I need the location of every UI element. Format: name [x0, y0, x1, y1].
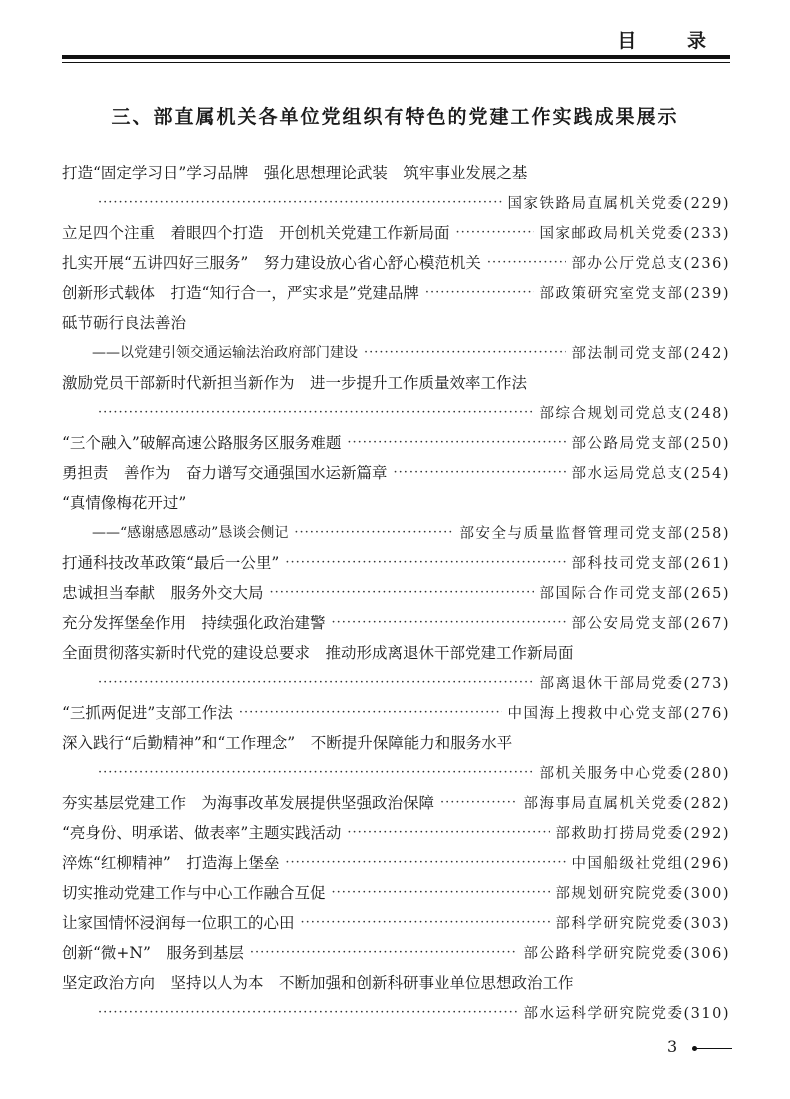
toc-entry-title: 立足四个注重 着眼四个打造 开创机关党建工作新局面 [62, 224, 450, 242]
toc-entry-page: (239) [683, 285, 730, 302]
toc-entry-source [556, 822, 731, 843]
toc-line [62, 397, 730, 427]
toc-entry-source [524, 1002, 731, 1023]
running-header-label: 目 录 [617, 30, 728, 52]
toc-leader-dots [440, 795, 517, 810]
toc-entry-page: (300) [683, 885, 730, 902]
toc-entry-source [508, 702, 731, 723]
toc-leader-dots [347, 435, 565, 450]
toc-entry-author: 部政策研究室党支部 [539, 285, 684, 302]
toc-line [62, 697, 730, 727]
toc-entry-page: (242) [683, 345, 730, 362]
table-of-contents [62, 157, 730, 1027]
toc-entry-title: 充分发挥堡垒作用 持续强化政治建警 [62, 614, 326, 632]
toc-entry-page: (280) [683, 765, 730, 782]
toc-entry-page: (233) [683, 225, 730, 242]
header-rule-thick [62, 55, 730, 59]
toc-entry-source [540, 762, 731, 783]
toc-entry-author: 部综合规划司党总支 [539, 405, 684, 422]
toc-entry-title: 淬炼“红柳精神” 打造海上堡垒 [62, 854, 280, 872]
toc-line [62, 157, 730, 187]
toc-entry-page: (258) [683, 525, 730, 542]
toc-leader-dots [301, 915, 550, 930]
toc-entry-title: 打造“固定学习日”学习品牌 强化思想理论武装 筑牢事业发展之基 [62, 164, 528, 182]
toc-leader-dots [250, 945, 518, 960]
toc-leader-dots [394, 465, 566, 480]
toc-entry-source [572, 342, 731, 363]
toc-entry-title: 让家国情怀浸润每一位职工的心田 [62, 914, 295, 932]
toc-line [62, 877, 730, 907]
toc-entry-source [524, 792, 731, 813]
toc-leader-dots [239, 705, 502, 720]
toc-entry-page: (229) [683, 195, 730, 212]
toc-entry-page: (282) [683, 795, 730, 812]
toc-line [62, 487, 730, 517]
toc-entry-page: (265) [683, 585, 730, 602]
toc-entry-source [556, 912, 731, 933]
toc-line [62, 727, 730, 757]
toc-entry-source [556, 882, 731, 903]
toc-entry-author: 中国船级社党组 [571, 855, 684, 872]
toc-entry-source [572, 252, 731, 273]
toc-line [62, 277, 730, 307]
toc-leader-dots [98, 195, 502, 210]
toc-entry-author: 部安全与质量监督管理司党支部 [459, 525, 684, 542]
toc-line [62, 187, 730, 217]
toc-leader-dots [285, 855, 565, 870]
toc-line [62, 247, 730, 277]
toc-entry-author: 部救助打捞局党委 [555, 825, 684, 842]
toc-entry-title: 创新形式载体 打造“知行合一，严实求是”党建品牌 [62, 284, 419, 302]
toc-entry-title: “三个融入”破解高速公路服务区服务难题 [62, 434, 342, 452]
toc-entry-title: 打通科技改革政策“最后一公里” [62, 554, 280, 572]
toc-entry-author: 部办公厅党总支 [571, 255, 684, 272]
toc-entry-source [540, 282, 731, 303]
toc-leader-dots [347, 825, 549, 840]
toc-leader-dots [98, 675, 534, 690]
toc-entry-title: 砥节砺行良法善治 [62, 314, 187, 332]
toc-entry-page: (250) [683, 435, 730, 452]
page-number-rule [694, 1048, 732, 1049]
toc-line [62, 937, 730, 967]
toc-entry-author: 部公路局党支部 [571, 435, 684, 452]
toc-entry-subtitle: ——“感谢感恩感动”恳谈会侧记 [92, 525, 289, 541]
toc-entry-page: (261) [683, 555, 730, 572]
toc-entry-page: (254) [683, 465, 730, 482]
toc-entry-title: 全面贯彻落实新时代党的建设总要求 推动形成离退休干部党建工作新局面 [62, 644, 574, 662]
toc-entry-title: 激励党员干部新时代新担当新作为 进一步提升工作质量效率工作法 [62, 374, 528, 392]
toc-entry-author: 部科技司党支部 [571, 555, 684, 572]
toc-entry-page: (303) [683, 915, 730, 932]
toc-entry-page: (273) [683, 675, 730, 692]
toc-entry-page: (267) [683, 615, 730, 632]
toc-entry-author: 部水运科学研究院党委 [523, 1005, 684, 1022]
toc-entry-source [508, 192, 731, 213]
toc-line [62, 967, 730, 997]
toc-line [62, 457, 730, 487]
toc-line [62, 217, 730, 247]
toc-entry-author: 部国际合作司党支部 [539, 585, 684, 602]
toc-leader-dots [294, 525, 453, 540]
toc-entry-page: (292) [683, 825, 730, 842]
toc-entry-author: 部海事局直属机关党委 [523, 795, 684, 812]
toc-entry-title: 勇担责 善作为 奋力谱写交通强国水运新篇章 [62, 464, 388, 482]
toc-leader-dots [456, 225, 534, 240]
toc-entry-page: (306) [683, 945, 730, 962]
toc-line [62, 337, 730, 367]
toc-entry-source [572, 852, 731, 873]
toc-entry-source [460, 522, 731, 543]
toc-line [62, 787, 730, 817]
toc-leader-dots [332, 885, 550, 900]
toc-leader-dots [270, 585, 534, 600]
toc-line [62, 757, 730, 787]
toc-entry-title: 创新“微+N” 服务到基层 [62, 944, 244, 962]
toc-line [62, 667, 730, 697]
toc-entry-source [572, 552, 731, 573]
toc-entry-author: 部公安局党支部 [571, 615, 684, 632]
toc-entry-source [540, 402, 731, 423]
toc-entry-title: 夯实基层党建工作 为海事改革发展提供坚强政治保障 [62, 794, 435, 812]
toc-leader-dots [98, 765, 534, 780]
toc-leader-dots [98, 1005, 518, 1020]
toc-leader-dots [98, 405, 534, 420]
toc-line [62, 847, 730, 877]
toc-line [62, 427, 730, 457]
toc-entry-source [524, 942, 731, 963]
toc-line [62, 997, 730, 1027]
toc-entry-source [540, 672, 731, 693]
toc-entry-author: 国家铁路局直属机关党委 [507, 195, 684, 212]
toc-entry-page: (296) [683, 855, 730, 872]
toc-entry-page: (248) [683, 405, 730, 422]
toc-line [62, 307, 730, 337]
toc-entry-source [572, 612, 731, 633]
toc-leader-dots [364, 345, 566, 360]
toc-line [62, 517, 730, 547]
toc-entry-author: 国家邮政局机关党委 [539, 225, 684, 242]
toc-line [62, 607, 730, 637]
toc-entry-page: (236) [683, 255, 730, 272]
toc-entry-author: 中国海上搜救中心党支部 [507, 705, 684, 722]
toc-entry-title: “真情像梅花开过” [62, 494, 187, 512]
toc-entry-title: 深入践行“后勤精神”和“工作理念” 不断提升保障能力和服务水平 [62, 734, 513, 752]
toc-entry-source [540, 582, 731, 603]
toc-line [62, 577, 730, 607]
toc-line [62, 817, 730, 847]
toc-leader-dots [332, 615, 566, 630]
toc-entry-source [540, 222, 731, 243]
toc-leader-dots [487, 255, 566, 270]
toc-entry-title: 忠诚担当奉献 服务外交大局 [62, 584, 264, 602]
toc-entry-author: 部科学研究院党委 [555, 915, 684, 932]
page-number: 3 [667, 1037, 678, 1056]
toc-entry-title: 坚定政治方向 坚持以人为本 不断加强和创新科研事业单位思想政治工作 [62, 974, 574, 992]
toc-entry-author: 部法制司党支部 [571, 345, 684, 362]
toc-line [62, 637, 730, 667]
toc-entry-title: “三抓两促进”支部工作法 [62, 704, 233, 722]
toc-leader-dots [285, 555, 565, 570]
section-title: 三、部直属机关各单位党组织有特色的党建工作实践成果展示 [111, 106, 679, 128]
toc-entry-subtitle: ——以党建引领交通运输法治政府部门建设 [92, 345, 358, 361]
toc-line [62, 547, 730, 577]
toc-entry-author: 部机关服务中心党委 [539, 765, 684, 782]
toc-leader-dots [425, 285, 534, 300]
toc-entry-author: 部公路科学研究院党委 [523, 945, 684, 962]
header-rule-thin [62, 62, 730, 63]
toc-entry-title: 切实推动党建工作与中心工作融合互促 [62, 884, 326, 902]
toc-line [62, 907, 730, 937]
toc-entry-author: 部规划研究院党委 [555, 885, 684, 902]
toc-entry-title: “亮身份、明承诺、做表率”主题实践活动 [62, 824, 342, 842]
toc-entry-source [572, 432, 731, 453]
toc-line [62, 367, 730, 397]
toc-entry-page: (310) [683, 1005, 730, 1022]
toc-entry-source [572, 462, 731, 483]
toc-entry-author: 部离退休干部局党委 [539, 675, 684, 692]
toc-entry-author: 部水运局党总支 [571, 465, 684, 482]
toc-entry-page: (276) [683, 705, 730, 722]
toc-entry-title: 扎实开展“五讲四好三服务” 努力建设放心省心舒心模范机关 [62, 254, 481, 272]
